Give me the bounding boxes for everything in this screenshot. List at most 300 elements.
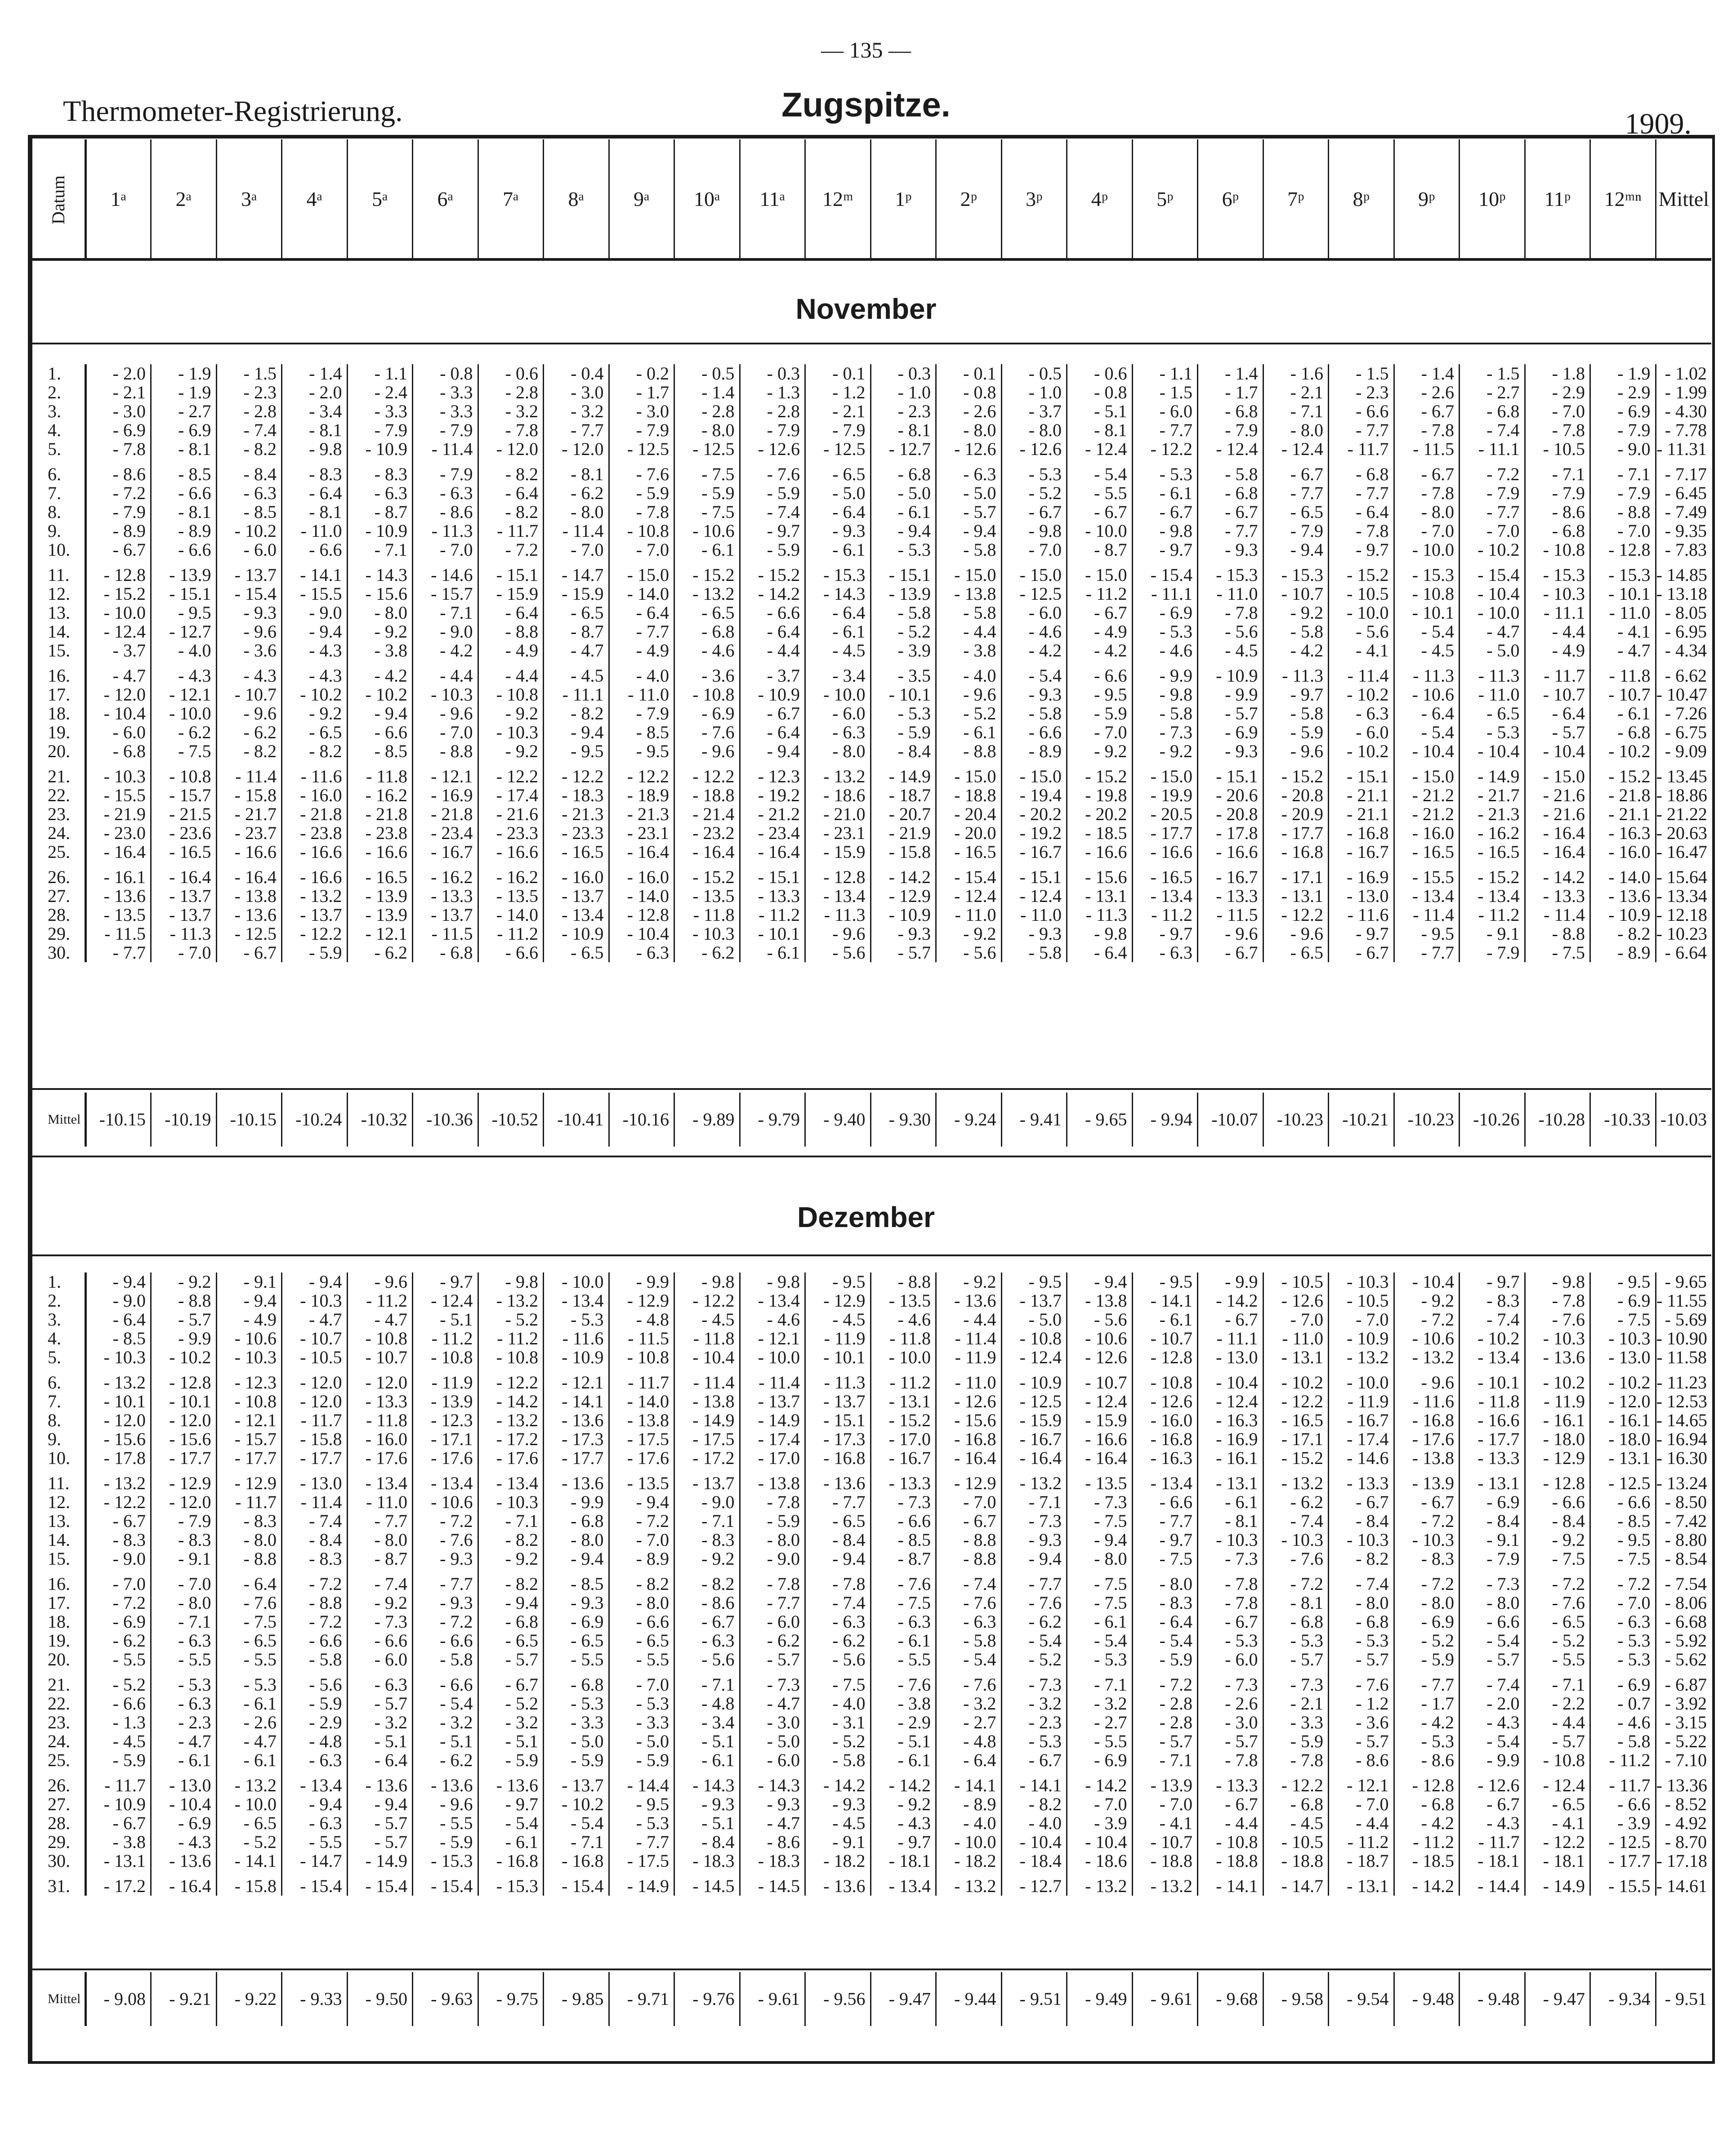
temperature-cell: - 5.9: [282, 943, 348, 962]
temperature-cell: - 15.6: [85, 1430, 151, 1449]
temperature-cell: - 15.3: [1198, 559, 1263, 585]
temperature-cell: - 14.1: [1132, 1291, 1198, 1310]
temperature-cell: - 12.2: [674, 1291, 740, 1310]
temperature-cell: - 11.9: [1329, 1392, 1394, 1411]
hourly-mean-cell: - 9.34: [1590, 1972, 1656, 2026]
temperature-cell: - 6.6: [740, 603, 805, 622]
temperature-cell: - 9.7: [1263, 685, 1329, 704]
temperature-cell: - 0.6: [478, 364, 544, 383]
temperature-cell: - 12.6: [1067, 1348, 1133, 1367]
temperature-cell: - 3.8: [347, 641, 413, 660]
temperature-cell: - 10.3: [1590, 1329, 1656, 1348]
temperature-cell: - 5.2: [1525, 1631, 1590, 1650]
temperature-cell: - 7.8: [1525, 1291, 1590, 1310]
temperature-cell: - 7.0: [609, 540, 674, 559]
temperature-cell: - 15.4: [1132, 559, 1198, 585]
table-row: [32, 843, 1711, 862]
temperature-cell: - 10.9: [1198, 660, 1263, 685]
temperature-cell: - 7.2: [85, 1594, 151, 1612]
temperature-cell: - 4.6: [740, 1310, 805, 1329]
date-cell: 23.: [32, 1713, 85, 1732]
temperature-cell: - 6.0: [1329, 723, 1394, 742]
temperature-cell: - 6.4: [936, 1751, 1002, 1770]
temperature-cell: - 9.5: [1132, 1272, 1198, 1291]
temperature-cell: - 7.1: [674, 1512, 740, 1531]
temperature-cell: - 2.1: [1263, 1694, 1329, 1713]
temperature-cell: - 8.6: [740, 1833, 805, 1852]
temperature-cell: - 13.1: [1329, 1870, 1394, 1896]
temperature-cell: - 5.3: [1132, 459, 1198, 484]
temperature-cell: - 10.1: [805, 1348, 871, 1367]
temperature-cell: - 6.5: [544, 603, 609, 622]
temperature-cell: - 13.8: [609, 1411, 674, 1430]
temperature-cell: - 16.5: [1263, 1411, 1329, 1430]
table-row: [32, 685, 1711, 704]
temperature-cell: - 4.4: [936, 1310, 1002, 1329]
temperature-cell: - 6.8: [544, 1512, 609, 1531]
temperature-cell: - 7.7: [544, 421, 609, 440]
temperature-cell: - 2.4: [347, 383, 413, 402]
temperature-cell: - 9.9: [544, 1493, 609, 1512]
temperature-cell: - 4.9: [1525, 641, 1590, 660]
temperature-cell: - 20.7: [870, 805, 936, 824]
daily-mean-cell: - 8.50: [1656, 1493, 1711, 1512]
temperature-cell: - 12.7: [870, 440, 936, 459]
date-cell: 21.: [32, 1669, 85, 1694]
temperature-cell: - 16.6: [1067, 1430, 1133, 1449]
temperature-cell: - 7.3: [1067, 1493, 1133, 1512]
temperature-cell: - 18.3: [544, 786, 609, 805]
table-row: [32, 1367, 1711, 1392]
temperature-cell: - 8.0: [609, 1594, 674, 1612]
temperature-cell: - 6.4: [478, 484, 544, 503]
temperature-cell: - 15.5: [85, 786, 151, 805]
temperature-cell: - 13.9: [347, 887, 413, 906]
temperature-cell: - 9.5: [1590, 1531, 1656, 1549]
temperature-cell: - 20.8: [1263, 786, 1329, 805]
temperature-cell: - 8.0: [544, 1531, 609, 1549]
date-cell: 3.: [32, 402, 85, 421]
temperature-cell: - 0.5: [674, 364, 740, 383]
temperature-cell: - 14.3: [740, 1770, 805, 1795]
temperature-cell: - 16.8: [1132, 1430, 1198, 1449]
temperature-cell: - 23.8: [347, 824, 413, 843]
temperature-cell: - 10.8: [1001, 1329, 1067, 1348]
temperature-cell: - 5.5: [1525, 1650, 1590, 1669]
date-cell: 13.: [32, 603, 85, 622]
temperature-cell: - 17.1: [413, 1430, 478, 1449]
temperature-cell: - 9.6: [216, 622, 282, 641]
table-row: [32, 943, 1711, 962]
temperature-cell: - 6.6: [1590, 1795, 1656, 1814]
temperature-cell: - 9.7: [413, 1272, 478, 1291]
temperature-cell: - 5.7: [347, 1694, 413, 1713]
daily-mean-cell: - 17.18: [1656, 1852, 1711, 1870]
dezember-top-rule: [32, 1254, 1711, 1256]
temperature-cell: - 7.6: [1525, 1310, 1590, 1329]
temperature-cell: - 5.1: [870, 1732, 936, 1751]
temperature-cell: - 11.7: [1525, 660, 1590, 685]
temperature-cell: - 21.6: [1525, 805, 1590, 824]
temperature-cell: - 15.2: [674, 862, 740, 887]
temperature-cell: - 4.9: [609, 641, 674, 660]
temperature-cell: - 10.2: [1590, 742, 1656, 761]
temperature-cell: - 5.3: [1590, 1631, 1656, 1650]
hourly-mean-cell: - 9.48: [1460, 1972, 1525, 2026]
temperature-cell: - 12.1: [413, 761, 478, 786]
temperature-cell: - 12.9: [1525, 1449, 1590, 1468]
temperature-cell: - 11.9: [413, 1367, 478, 1392]
temperature-cell: - 6.6: [478, 943, 544, 962]
temperature-cell: - 7.2: [282, 1568, 348, 1594]
temperature-cell: - 10.3: [1525, 1329, 1590, 1348]
temperature-cell: - 5.7: [1525, 1732, 1590, 1751]
hourly-mean-cell: - 9.94: [1132, 1093, 1198, 1147]
daily-mean-cell: - 14.61: [1656, 1870, 1711, 1896]
temperature-cell: - 7.6: [609, 459, 674, 484]
table-row: [32, 1411, 1711, 1430]
temperature-cell: - 7.1: [413, 603, 478, 622]
temperature-cell: - 21.4: [674, 805, 740, 824]
temperature-cell: - 12.9: [151, 1468, 217, 1493]
temperature-cell: - 13.2: [1394, 1348, 1460, 1367]
daily-mean-cell: - 8.80: [1656, 1531, 1711, 1549]
table-row: [32, 924, 1711, 943]
hourly-mean-cell: - 9.51: [1656, 1972, 1711, 2026]
temperature-cell: - 7.8: [740, 1568, 805, 1594]
temperature-cell: - 16.6: [282, 862, 348, 887]
temperature-cell: - 16.8: [805, 1449, 871, 1468]
temperature-cell: - 6.1: [216, 1694, 282, 1713]
temperature-cell: - 8.0: [151, 1594, 217, 1612]
temperature-cell: - 15.5: [1394, 862, 1460, 887]
temperature-cell: - 8.5: [1590, 1512, 1656, 1531]
temperature-cell: - 7.9: [1198, 421, 1263, 440]
temperature-cell: - 16.1: [85, 862, 151, 887]
temperature-cell: - 17.6: [413, 1449, 478, 1468]
daily-mean-cell: - 8.54: [1656, 1549, 1711, 1568]
temperature-cell: - 13.5: [85, 906, 151, 924]
temperature-cell: - 5.7: [347, 1814, 413, 1833]
daily-mean-cell: - 8.06: [1656, 1594, 1711, 1612]
temperature-cell: - 13.5: [1067, 1468, 1133, 1493]
temperature-cell: - 8.3: [347, 459, 413, 484]
temperature-cell: - 6.7: [1394, 459, 1460, 484]
table-row: [32, 1449, 1711, 1468]
temperature-cell: - 2.8: [216, 402, 282, 421]
temperature-cell: - 6.8: [544, 1669, 609, 1694]
temperature-cell: - 11.4: [1394, 906, 1460, 924]
temperature-cell: - 4.6: [870, 1310, 936, 1329]
temperature-cell: - 10.3: [1329, 1272, 1394, 1291]
temperature-cell: - 7.3: [1198, 1669, 1263, 1694]
temperature-cell: - 11.8: [674, 906, 740, 924]
daily-mean-cell: - 13.24: [1656, 1468, 1711, 1493]
temperature-cell: - 12.1: [216, 1411, 282, 1430]
temperature-cell: - 17.1: [1263, 862, 1329, 887]
temperature-cell: - 6.8: [1590, 723, 1656, 742]
hourly-mean-cell: - 9.65: [1067, 1093, 1133, 1147]
daily-mean-cell: - 3.92: [1656, 1694, 1711, 1713]
temperature-cell: - 9.3: [216, 603, 282, 622]
daily-mean-cell: - 10.47: [1656, 685, 1711, 704]
temperature-cell: - 7.0: [936, 1493, 1002, 1512]
temperature-cell: - 5.2: [870, 622, 936, 641]
temperature-cell: - 11.0: [1001, 906, 1067, 924]
temperature-cell: - 10.9: [870, 906, 936, 924]
temperature-cell: - 16.6: [1132, 843, 1198, 862]
temperature-cell: - 7.5: [1067, 1568, 1133, 1594]
temperature-cell: - 13.6: [805, 1870, 871, 1896]
temperature-cell: - 3.4: [282, 402, 348, 421]
hour-column-header: 11ᵖ: [1525, 139, 1590, 259]
temperature-cell: - 15.1: [805, 1411, 871, 1430]
table-row: [32, 1272, 1711, 1291]
temperature-cell: - 9.5: [1590, 1272, 1656, 1291]
temperature-cell: - 7.6: [870, 1568, 936, 1594]
temperature-cell: - 2.3: [870, 402, 936, 421]
temperature-cell: - 4.5: [1263, 1814, 1329, 1833]
temperature-cell: - 3.2: [1001, 1694, 1067, 1713]
hour-column-header: 3ᵖ: [1001, 139, 1067, 259]
date-cell: 30.: [32, 943, 85, 962]
temperature-cell: - 6.4: [740, 723, 805, 742]
temperature-cell: - 2.3: [216, 383, 282, 402]
temperature-cell: - 12.0: [1590, 1392, 1656, 1411]
temperature-cell: - 16.2: [347, 786, 413, 805]
temperature-cell: - 6.4: [478, 603, 544, 622]
temperature-cell: - 11.7: [609, 1367, 674, 1392]
hourly-mean-cell: - 9.50: [347, 1972, 413, 2026]
temperature-cell: - 4.1: [1590, 622, 1656, 641]
temperature-cell: - 8.3: [282, 459, 348, 484]
temperature-cell: - 4.1: [1525, 1814, 1590, 1833]
temperature-cell: - 7.0: [1001, 540, 1067, 559]
temperature-cell: - 11.2: [1132, 906, 1198, 924]
temperature-cell: - 8.0: [1132, 1568, 1198, 1594]
date-cell: 12.: [32, 1493, 85, 1512]
table-row: [32, 660, 1711, 685]
temperature-cell: - 9.2: [1067, 742, 1133, 761]
temperature-cell: - 12.2: [478, 761, 544, 786]
hourly-mean-cell: -10.19: [151, 1093, 217, 1147]
november-mean-rule: [32, 1088, 1711, 1090]
temperature-cell: - 4.4: [1525, 1713, 1590, 1732]
temperature-cell: - 11.0: [936, 1367, 1002, 1392]
temperature-cell: - 11.7: [85, 1770, 151, 1795]
temperature-cell: - 14.6: [413, 559, 478, 585]
temperature-cell: - 8.0: [674, 421, 740, 440]
temperature-cell: - 10.6: [1067, 1329, 1133, 1348]
temperature-cell: - 11.3: [805, 906, 871, 924]
temperature-cell: - 13.7: [674, 1468, 740, 1493]
temperature-cell: - 8.8: [936, 1531, 1002, 1549]
temperature-cell: - 8.3: [151, 1531, 217, 1549]
temperature-cell: - 14.9: [870, 761, 936, 786]
hourly-mean-cell: -10.15: [85, 1093, 151, 1147]
temperature-cell: - 9.4: [544, 1549, 609, 1568]
temperature-cell: - 18.6: [805, 786, 871, 805]
temperature-cell: - 4.3: [282, 660, 348, 685]
temperature-cell: - 5.9: [544, 1751, 609, 1770]
temperature-cell: - 13.4: [478, 1468, 544, 1493]
hour-column-header: 10ᵃ: [674, 139, 740, 259]
temperature-cell: - 16.3: [1132, 1449, 1198, 1468]
temperature-cell: - 7.7: [347, 1512, 413, 1531]
temperature-cell: - 4.5: [1394, 641, 1460, 660]
temperature-cell: - 14.4: [1460, 1870, 1525, 1896]
temperature-cell: - 8.4: [1329, 1512, 1394, 1531]
temperature-cell: - 6.7: [1198, 1310, 1263, 1329]
temperature-cell: - 18.0: [1590, 1430, 1656, 1449]
temperature-cell: - 9.7: [740, 522, 805, 540]
temperature-cell: - 9.2: [936, 1272, 1002, 1291]
temperature-cell: - 6.0: [216, 540, 282, 559]
hourly-mean-cell: -10.16: [609, 1093, 674, 1147]
temperature-cell: - 6.8: [1329, 1612, 1394, 1631]
date-cell: 24.: [32, 1732, 85, 1751]
temperature-cell: - 12.8: [805, 862, 871, 887]
temperature-cell: - 4.9: [1067, 622, 1133, 641]
temperature-cell: - 7.9: [413, 421, 478, 440]
date-cell: 25.: [32, 1751, 85, 1770]
date-cell: 1.: [32, 1272, 85, 1291]
hourly-mean-cell: - 9.76: [674, 1972, 740, 2026]
temperature-cell: - 13.4: [870, 1870, 936, 1896]
temperature-cell: - 21.8: [413, 805, 478, 824]
temperature-cell: - 5.9: [740, 1512, 805, 1531]
temperature-cell: - 1.5: [216, 364, 282, 383]
date-cell: 18.: [32, 1612, 85, 1631]
temperature-cell: - 13.3: [413, 887, 478, 906]
temperature-cell: - 9.9: [609, 1272, 674, 1291]
temperature-cell: - 1.5: [1132, 383, 1198, 402]
temperature-cell: - 21.3: [1460, 805, 1525, 824]
temperature-cell: - 5.6: [1067, 1310, 1133, 1329]
temperature-cell: - 9.1: [216, 1272, 282, 1291]
temperature-cell: - 21.5: [151, 805, 217, 824]
temperature-cell: - 14.9: [609, 1870, 674, 1896]
temperature-cell: - 5.4: [1460, 1732, 1525, 1751]
temperature-cell: - 18.0: [1525, 1430, 1590, 1449]
temperature-cell: - 23.3: [478, 824, 544, 843]
temperature-cell: - 6.6: [1329, 402, 1394, 421]
temperature-cell: - 17.6: [347, 1449, 413, 1468]
temperature-cell: - 5.8: [936, 603, 1002, 622]
temperature-cell: - 16.5: [1394, 843, 1460, 862]
temperature-cell: - 6.1: [216, 1751, 282, 1770]
temperature-cell: - 16.7: [1001, 843, 1067, 862]
temperature-cell: - 5.1: [674, 1732, 740, 1751]
temperature-cell: - 10.8: [1525, 540, 1590, 559]
temperature-cell: - 4.5: [805, 1310, 871, 1329]
temperature-cell: - 11.2: [1329, 1833, 1394, 1852]
hourly-mean-cell: - 9.56: [805, 1972, 871, 2026]
temperature-cell: - 8.2: [544, 704, 609, 723]
temperature-cell: - 6.7: [1067, 503, 1133, 522]
temperature-cell: - 19.4: [1001, 786, 1067, 805]
temperature-cell: - 9.4: [1067, 1272, 1133, 1291]
temperature-cell: - 9.5: [1001, 1272, 1067, 1291]
temperature-cell: - 7.2: [1394, 1512, 1460, 1531]
temperature-cell: - 0.8: [936, 383, 1002, 402]
temperature-cell: - 6.9: [1590, 402, 1656, 421]
temperature-cell: - 16.7: [1329, 1411, 1394, 1430]
daily-mean-cell: - 10.90: [1656, 1329, 1711, 1348]
temperature-cell: - 7.4: [936, 1568, 1002, 1594]
daily-mean-cell: - 8.05: [1656, 603, 1711, 622]
temperature-cell: - 7.2: [1394, 1310, 1460, 1329]
temperature-cell: - 3.7: [85, 641, 151, 660]
temperature-cell: - 17.2: [85, 1870, 151, 1896]
temperature-cell: - 6.4: [1132, 1612, 1198, 1631]
temperature-cell: - 6.3: [282, 1751, 348, 1770]
temperature-cell: - 5.2: [216, 1833, 282, 1852]
temperature-cell: - 16.0: [1132, 1411, 1198, 1430]
temperature-cell: - 6.2: [740, 1631, 805, 1650]
temperature-cell: - 2.9: [1590, 383, 1656, 402]
temperature-cell: - 8.5: [609, 723, 674, 742]
temperature-cell: - 4.0: [151, 641, 217, 660]
temperature-cell: - 23.8: [282, 824, 348, 843]
temperature-cell: - 7.6: [1263, 1549, 1329, 1568]
temperature-cell: - 5.3: [609, 1814, 674, 1833]
temperature-cell: - 9.2: [870, 1795, 936, 1814]
temperature-cell: - 4.3: [282, 641, 348, 660]
temperature-cell: - 5.3: [544, 1694, 609, 1713]
temperature-cell: - 7.5: [1132, 1549, 1198, 1568]
temperature-cell: - 5.9: [740, 540, 805, 559]
date-cell: 14.: [32, 622, 85, 641]
temperature-cell: - 7.2: [85, 484, 151, 503]
temperature-cell: - 11.4: [674, 1367, 740, 1392]
temperature-cell: - 11.5: [1198, 906, 1263, 924]
temperature-cell: - 9.5: [609, 1795, 674, 1814]
temperature-cell: - 1.7: [1198, 383, 1263, 402]
daily-mean-cell: - 3.15: [1656, 1713, 1711, 1732]
temperature-cell: - 16.6: [478, 843, 544, 862]
temperature-cell: - 10.7: [1263, 585, 1329, 603]
temperature-cell: - 17.7: [1263, 824, 1329, 843]
temperature-cell: - 9.3: [1198, 742, 1263, 761]
temperature-cell: - 5.4: [478, 1814, 544, 1833]
temperature-cell: - 15.6: [151, 1430, 217, 1449]
temperature-cell: - 3.2: [936, 1694, 1002, 1713]
temperature-cell: - 7.3: [347, 1612, 413, 1631]
temperature-cell: - 16.7: [413, 843, 478, 862]
temperature-cell: - 11.8: [1590, 660, 1656, 685]
temperature-cell: - 13.2: [936, 1870, 1002, 1896]
temperature-cell: - 13.3: [1329, 1468, 1394, 1493]
temperature-cell: - 6.9: [85, 1612, 151, 1631]
temperature-cell: - 0.8: [413, 364, 478, 383]
temperature-cell: - 21.1: [1329, 786, 1394, 805]
hourly-mean-cell: -10.26: [1460, 1093, 1525, 1147]
temperature-cell: - 6.1: [740, 943, 805, 962]
temperature-cell: - 15.9: [478, 585, 544, 603]
temperature-cell: - 8.2: [674, 1568, 740, 1594]
temperature-cell: - 13.6: [1590, 887, 1656, 906]
temperature-cell: - 2.7: [1460, 383, 1525, 402]
temperature-cell: - 13.2: [85, 1367, 151, 1392]
temperature-cell: - 13.4: [1460, 887, 1525, 906]
temperature-cell: - 11.3: [805, 1367, 871, 1392]
temperature-cell: - 2.6: [936, 402, 1002, 421]
daily-mean-cell: - 5.92: [1656, 1631, 1711, 1650]
temperature-cell: - 10.0: [870, 1348, 936, 1367]
temperature-cell: - 15.4: [936, 862, 1002, 887]
temperature-cell: - 7.5: [1525, 943, 1590, 962]
